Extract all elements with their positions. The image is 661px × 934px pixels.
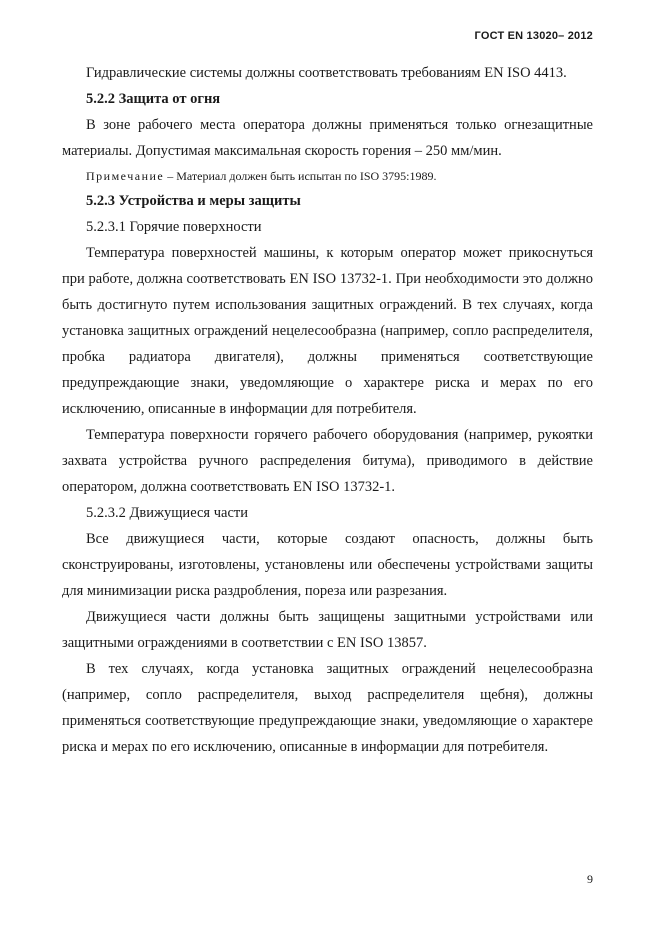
- page-number: 9: [587, 872, 593, 886]
- paragraph-hot-equipment: Температура поверхности горячего рабочего оборудования (например, рукоятки захвата устройства ручного распределения битума), приводимого в действие оператором, должна соответствовать EN ISO 13732-1.: [62, 427, 593, 495]
- paragraph-hydraulic-systems: Гидравлические системы должны соответствовать требованиям EN ISO 4413.: [86, 65, 567, 81]
- note-label: Примечание: [86, 169, 165, 183]
- document-code: ГОСТ EN 13020– 2012: [474, 30, 593, 42]
- note-text: – Материал должен быть испытан по ISO 3795:1989.: [164, 169, 437, 183]
- page-body: [62, 60, 593, 760]
- paragraph-moving-parts-guards: Движущиеся части должны быть защищены защитными устройствами или защитными ограждениями в соответствии с EN ISO 13857.: [62, 609, 593, 651]
- subsection-heading-5-2-3-1: 5.2.3.1 Горячие поверхности: [86, 219, 262, 235]
- section-heading-5-2-2: 5.2.2 Защита от огня: [86, 91, 221, 107]
- section-heading-5-2-3: 5.2.3 Устройства и меры защиты: [86, 193, 301, 209]
- paragraph-fire-protection: В зоне рабочего места оператора должны применяться только огнезащитные материалы. Допустимая максимальная скорость горения – 250 мм/мин.: [62, 117, 593, 159]
- subsection-heading-5-2-3-2: 5.2.3.2 Движущиеся части: [86, 505, 248, 521]
- paragraph-moving-parts: Все движущиеся части, которые создают опасность, должны быть сконструированы, изготовлены, установлены или обеспечены устройствами защиты для минимизации риска раздробления, пореза или разрезания.: [62, 531, 593, 599]
- paragraph-hot-surfaces: Температура поверхностей машины, к которым оператор может прикоснуться при работе, должна соответствовать EN ISO 13732-1. При необходимости это должно быть достигнуто путем использования защитных ограждений. В тех случаях, когда установка защитных ограждений нецелесообразна (например, сопло распределителя, пробка радиатора двигателя), должны применяться соответствующие предупреждающие знаки, уведомляющие о характере риска и мерах по его исключению, описанные в информации для потребителя.: [62, 245, 593, 417]
- paragraph-warning-signs: В тех случаях, когда установка защитных ограждений нецелесообразна (например, сопло распределителя, выход распределителя щебня), должны применяться соответствующие предупреждающие знаки, уведомляющие о характере риска и мерах по его исключению, описанные в информации для потребителя.: [62, 661, 593, 755]
- note: [62, 164, 593, 188]
